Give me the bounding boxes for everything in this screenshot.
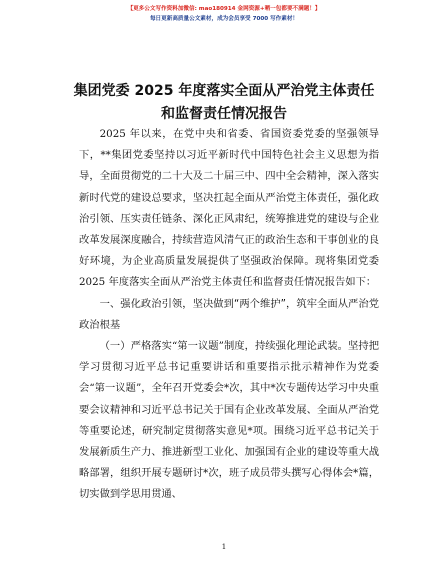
page-number: 1: [221, 543, 227, 551]
section-heading-1: 一、强化政治引领，坚决做到“两个维护”，筑牢全面从严治党政治根基: [79, 297, 379, 331]
promo-banner-line1: 【更多公文写作资料加微信: mao180914 金网资源+晒一包都要不满题！】: [127, 6, 321, 12]
promo-banner: [0, 4, 448, 24]
document-title-line1: 集团党委 2025 年度落实全面从严治党主体责任: [73, 83, 375, 99]
document-body: [79, 124, 379, 506]
promo-banner-line2: 每日更新高质量公文素材，成为会员享受 7000 写作素材！: [149, 16, 299, 22]
section-1-paragraph: （一）严格落实“第一议题”制度，持续强化理论武装。坚持把学习贯彻习近平总书记重要讲话和重要指示批示精神作为党委会“第一议题”，全年召开党委会*次，其中*次专题传达学习中央重要会议精神和习近平总书记关于国有企业改革发展、全面从严治党等重要论述，研究制定贯彻落实意见*项。围绕习近平总书记关于发展新质生产力、推进新型工业化、加强国有企业的建设等重大战略部署，组织开展专题研讨*次，班子成员带头撰写心得体会*篇，切实做到学思用贯通、: [79, 340, 379, 501]
document-title-line2: 和监督责任情况报告: [161, 106, 287, 122]
intro-paragraph: 2025 年以来，在党中央和省委、省国资委党委的坚强领导下，**集团党委坚持以习近平新时代中国特色社会主义思想为指导，全面贯彻党的二十大及二十届三中、四中全会精神，深入落实新时代党的建设总要求，坚决扛起全面从严治党主体责任，强化政治引领、压实责任链条、深化正风肃纪，统筹推进党的建设与企业改革发展深度融合，持续营造风清气正的政治生态和干事创业的良好环境，为企业高质量发展提供了坚强政治保障。现将集团党委 2025 年度落实全面从严治党主体责任和监督责任情况报告如下：: [79, 128, 379, 289]
